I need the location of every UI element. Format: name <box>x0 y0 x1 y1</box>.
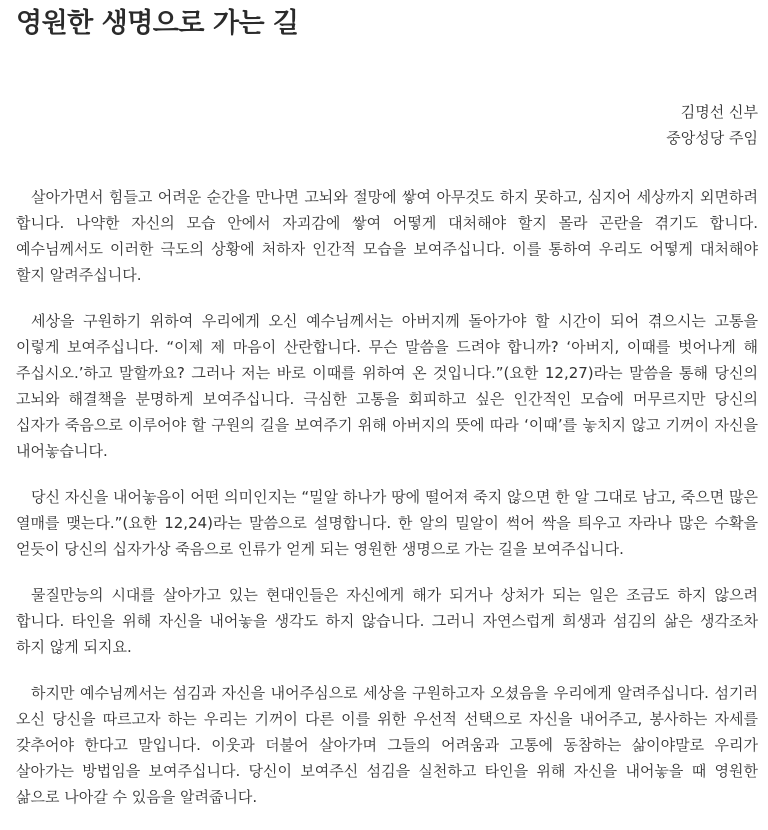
article-paragraph: 당신 자신을 내어놓음이 어떤 의미인지는 “밀알 하나가 땅에 떨어져 죽지 않으면 한 알 그대로 남고, 죽으면 많은 열매를 맺는다.”(요한 12,24)라는 말씀으로 설명합니다. 한 알의 밀알이 썩어 싹을 틔우고 자라나 많은 수확을 얻듯이 당신의 십자가상 죽음으로 인류가 얻게 되는 영원한 생명으로 가는 길을 보여주십니다. <box>16 488 758 558</box>
page-title: 영원한 생명으로 가는 길 <box>16 8 299 39</box>
article-paragraph: 세상을 구원하기 위하여 우리에게 오신 예수님께서는 아버지께 돌아가야 할 시간이 되어 겪으시는 고통을 이렇게 보여주십니다. “이제 제 마음이 산란합니다. 무슨 말씀을 드려야 합니까? ‘아버지, 이때를 벗어나게 해 주십시오.’하고 말할까요? 그러나 저는 바로 이때를 위하여 온 것입니다.”(요한 12,27)라는 말씀을 통해 당신의 고뇌와 해결책을 분명하게 보여주십니다. 극심한 고통을 회피하고 싶은 인간적인 모습에 머무르지만 당신의 십자가 죽음으로 이루어야 할 구원의 길을 보여주기 위해 아버지의 뜻에 따라 ‘이때’를 놓치지 않고 기꺼이 자신을 내어놓습니다. <box>16 312 758 460</box>
author-affiliation: 중앙성당 주임 <box>666 129 758 147</box>
byline <box>666 99 758 151</box>
article-paragraph: 물질만능의 시대를 살아가고 있는 현대인들은 자신에게 해가 되거나 상처가 되는 일은 조금도 하지 않으려 합니다. 타인을 위해 자신을 내어놓을 생각도 하지 않습니다. 그러니 자연스럽게 희생과 섬김의 삶은 생각조차 하지 않게 되지요. <box>16 586 758 656</box>
author-name: 김명선 신부 <box>680 103 758 121</box>
article-paragraph: 살아가면서 힘들고 어려운 순간을 만나면 고뇌와 절망에 쌓여 아무것도 하지 못하고, 심지어 세상까지 외면하려 합니다. 나약한 자신의 모습 안에서 자괴감에 쌓여 어떻게 대처해야 할지 몰라 곤란을 겪기도 합니다. 예수님께서도 이러한 극도의 상황에 처하자 인간적 모습을 보여주십니다. 이를 통하여 우리도 어떻게 대처해야 할지 알려주십니다. <box>16 188 758 284</box>
article-paragraph: 하지만 예수님께서는 섬김과 자신을 내어주심으로 세상을 구원하고자 오셨음을 우리에게 알려주십니다. 섬기러 오신 당신을 따르고자 하는 우리는 기꺼이 다른 이를 위한 우선적 선택으로 자신을 내어주고, 봉사하는 자세를 갖추어야 한다고 말입니다. 이웃과 더불어 살아가며 그들의 어려움과 고통에 동참하는 삶이야말로 우리가 살아가는 방법임을 보여주십니다. 당신이 보여주신 섬김을 실천하고 타인을 위해 자신을 내어놓을 때 영원한 삶으로 나아갈 수 있음을 알려줍니다. <box>16 684 758 806</box>
article-body <box>16 184 758 830</box>
